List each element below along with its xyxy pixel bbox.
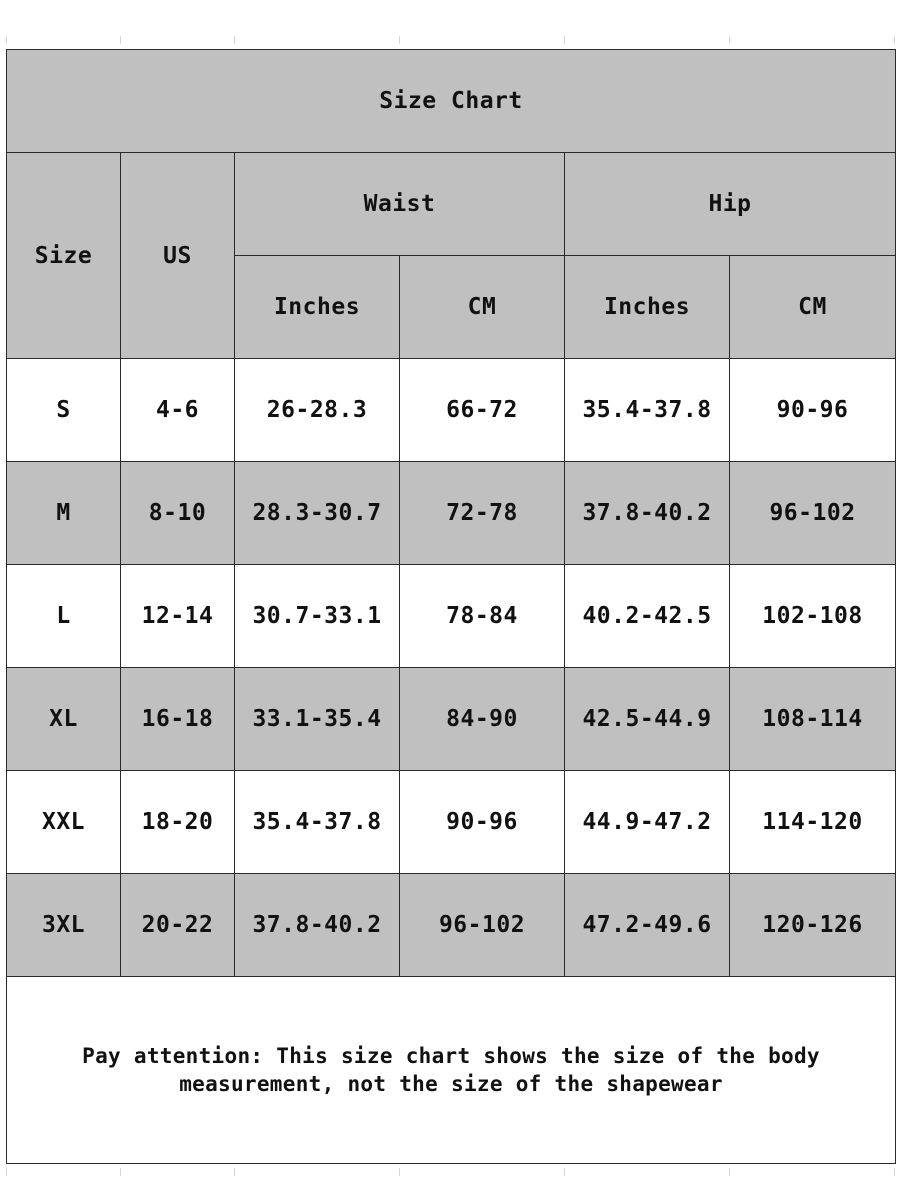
header-row-1 <box>7 153 896 256</box>
size-chart-table <box>6 49 896 1164</box>
header-size: Size <box>7 153 121 359</box>
table-row <box>7 565 896 668</box>
title-row <box>7 50 896 153</box>
header-hip-cm: CM <box>730 256 896 359</box>
cell-us: 8-10 <box>121 462 235 565</box>
cell-hip-inches: 37.8-40.2 <box>565 462 730 565</box>
cell-hip-cm: 96-102 <box>730 462 896 565</box>
cell-hip-cm: 108-114 <box>730 668 896 771</box>
cell-hip-cm: 90-96 <box>730 359 896 462</box>
scale-tick <box>6 1168 7 1176</box>
scale-tick <box>894 1168 895 1176</box>
scale-tick <box>564 1168 565 1176</box>
cell-hip-cm: 120-126 <box>730 874 896 977</box>
scale-tick <box>399 1168 400 1176</box>
cell-size: XXL <box>7 771 121 874</box>
cell-hip-cm: 102-108 <box>730 565 896 668</box>
chart-title: Size Chart <box>7 50 896 153</box>
cell-hip-inches: 42.5-44.9 <box>565 668 730 771</box>
table-row <box>7 668 896 771</box>
cell-size: S <box>7 359 121 462</box>
header-hip: Hip <box>565 153 896 256</box>
scale-tick <box>120 1168 121 1176</box>
cell-hip-inches: 44.9-47.2 <box>565 771 730 874</box>
note-line-2: measurement, not the size of the shapewear <box>179 1072 723 1096</box>
cell-waist-inches: 33.1-35.4 <box>235 668 400 771</box>
header-hip-inches: Inches <box>565 256 730 359</box>
cell-us: 20-22 <box>121 874 235 977</box>
cell-waist-inches: 35.4-37.8 <box>235 771 400 874</box>
top-scale-ticks <box>0 36 900 46</box>
scale-tick <box>399 36 400 44</box>
table-row <box>7 874 896 977</box>
cell-hip-inches: 47.2-49.6 <box>565 874 730 977</box>
cell-size: 3XL <box>7 874 121 977</box>
cell-waist-inches: 30.7-33.1 <box>235 565 400 668</box>
cell-size: L <box>7 565 121 668</box>
cell-waist-cm: 84-90 <box>400 668 565 771</box>
cell-size: XL <box>7 668 121 771</box>
cell-waist-cm: 90-96 <box>400 771 565 874</box>
scale-tick <box>6 36 7 44</box>
cell-hip-inches: 40.2-42.5 <box>565 565 730 668</box>
cell-hip-cm: 114-120 <box>730 771 896 874</box>
cell-us: 16-18 <box>121 668 235 771</box>
cell-size: M <box>7 462 121 565</box>
attention-note <box>7 977 896 1164</box>
header-waist: Waist <box>235 153 565 256</box>
cell-us: 4-6 <box>121 359 235 462</box>
cell-waist-cm: 72-78 <box>400 462 565 565</box>
header-us: US <box>121 153 235 359</box>
cell-waist-inches: 28.3-30.7 <box>235 462 400 565</box>
cell-us: 12-14 <box>121 565 235 668</box>
header-waist-cm: CM <box>400 256 565 359</box>
scale-tick <box>729 1168 730 1176</box>
cell-hip-inches: 35.4-37.8 <box>565 359 730 462</box>
bottom-scale-ticks <box>0 1168 900 1178</box>
cell-us: 18-20 <box>121 771 235 874</box>
header-waist-inches: Inches <box>235 256 400 359</box>
cell-waist-inches: 26-28.3 <box>235 359 400 462</box>
cell-waist-inches: 37.8-40.2 <box>235 874 400 977</box>
note-row <box>7 977 896 1164</box>
scale-tick <box>729 36 730 44</box>
scale-tick <box>234 1168 235 1176</box>
cell-waist-cm: 78-84 <box>400 565 565 668</box>
scale-tick <box>120 36 121 44</box>
cell-waist-cm: 66-72 <box>400 359 565 462</box>
table-row <box>7 462 896 565</box>
table-row <box>7 771 896 874</box>
table-row <box>7 359 896 462</box>
scale-tick <box>234 36 235 44</box>
scale-tick <box>894 36 895 44</box>
note-line-1: Pay attention: This size chart shows the size of the body <box>82 1044 820 1068</box>
cell-waist-cm: 96-102 <box>400 874 565 977</box>
scale-tick <box>564 36 565 44</box>
